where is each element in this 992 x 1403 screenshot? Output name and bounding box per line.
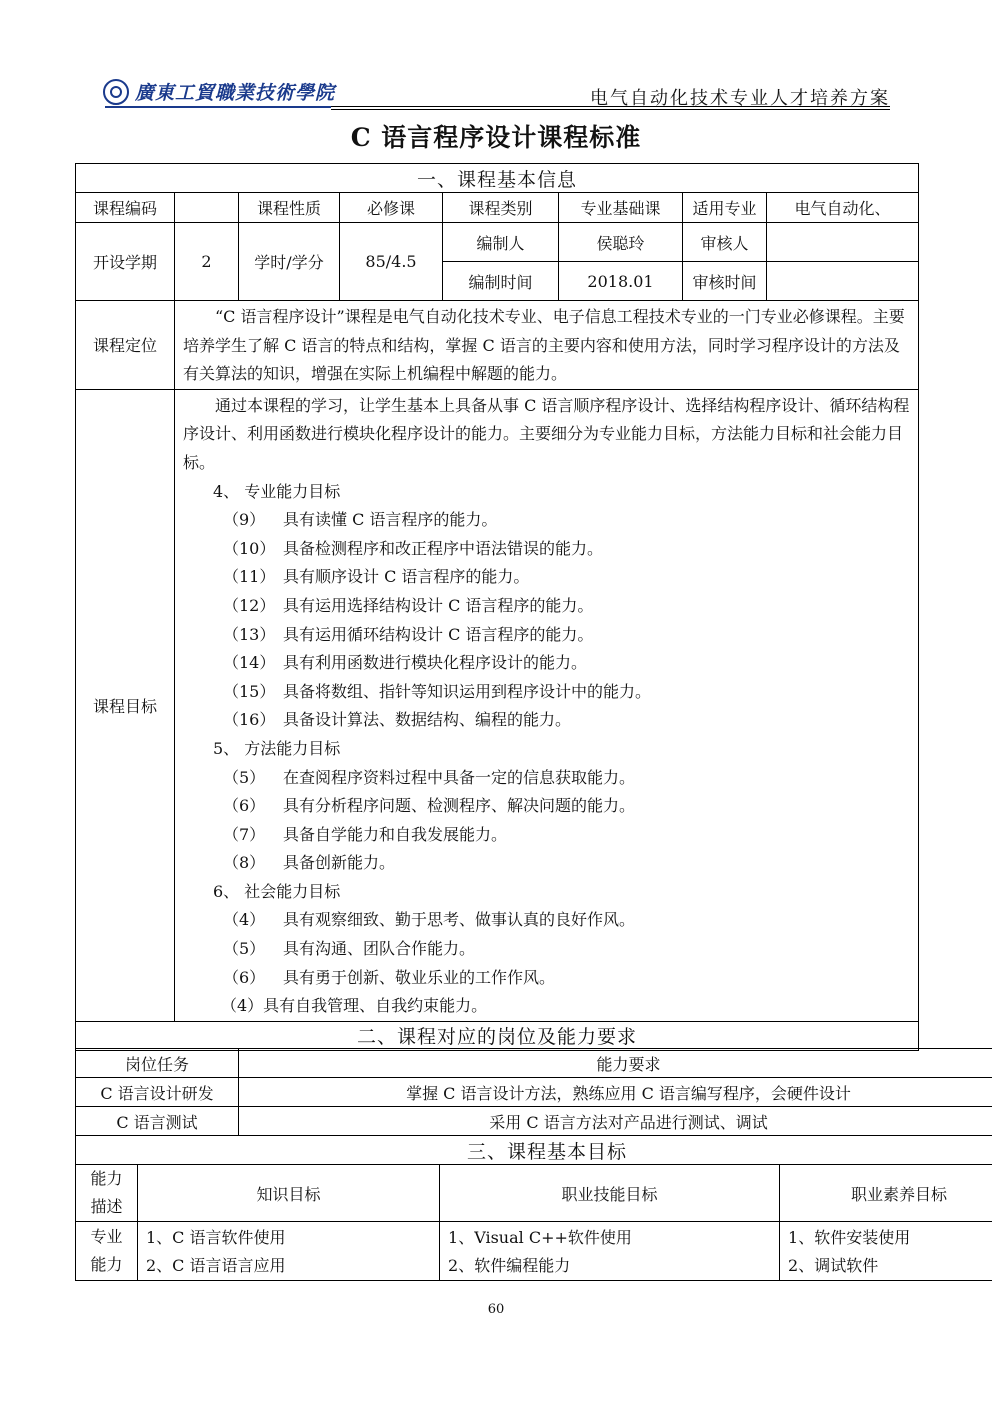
knowledge-item: 1、C 语言软件使用 [146,1228,286,1247]
goal-group-title: 4、 专业能力目标 [213,481,341,501]
school-name: 廣東工貿職業技術學院 [135,82,336,104]
course-code-label: 课程编码 [76,193,175,223]
goal-item [183,621,912,650]
goal-item-text: 具有勇于创新、敬业乐业的工作作风。 [283,967,556,987]
goal-label: 课程目标 [76,389,175,1021]
page-title: C 语言程序设计课程标准 [350,123,642,152]
hours-label: 学时/学分 [239,223,340,301]
goal-item [183,706,912,735]
goal-item [183,764,912,793]
goal-item-number: （6） [223,796,266,816]
review-time-label: 审核时间 [683,262,767,301]
skill-item: 2、软件编程能力 [448,1256,571,1275]
quality-item: 2、调试软件 [788,1256,879,1275]
goal-group-title: 5、 方法能力目标 [213,738,341,758]
goal-item-number: （12） [223,595,276,615]
goal-item [183,506,912,535]
course-info-table [75,163,919,1051]
editor-value: 侯聪玲 [559,223,683,262]
goal-item [183,649,912,678]
school-seal-icon [103,79,129,105]
goal-item [183,935,912,964]
section-title-basic-info: 一、课程基本信息 [76,164,919,193]
goal-item-text: 具有顺序设计 C 语言程序的能力。 [283,567,530,587]
reviewer-label: 审核人 [683,223,767,262]
position-row [76,1107,992,1136]
goal-item [183,592,912,621]
goal-item-text: 在查阅程序资料过程中具备一定的信息获取能力。 [283,767,636,787]
section-title-targets: 三、课程基本目标 [76,1136,992,1165]
goal-item-number: （15） [223,681,276,701]
goal-item-number: （14） [223,653,276,673]
edit-time-value: 2018.01 [559,262,683,301]
skill-item: 1、Visual C++软件使用 [448,1228,632,1247]
ability-header-line1: 能力 [90,1169,123,1188]
goal-list [183,478,912,993]
goal-item [183,792,912,821]
goal-intro: 通过本课程的学习，让学生基本上具备从事 C 语言顺序程序设计、选择结构程序设计、循环结构程序设计、利用函数进行模块化程序设计的能力。主要细分为专业能力目标，方法能力目标和社会能力目标。 [183,395,910,472]
goal-item-text: 具有分析程序问题、检测程序、解决问题的能力。 [283,796,636,816]
positions-targets-table [75,1048,992,1281]
position-task-header: 岗位任务 [76,1049,239,1078]
hours-value: 85/4.5 [340,223,443,301]
goal-item-text: 具有运用循环结构设计 C 语言程序的能力。 [283,624,594,644]
row-label-line2: 能力 [90,1255,123,1274]
positioning-label: 课程定位 [76,301,175,390]
course-category-label: 课程类别 [443,193,559,223]
goal-item-text: 具有读懂 C 语言程序的能力。 [283,510,498,530]
professional-ability-label [76,1222,138,1281]
knowledge-item: 2、C 语言语言应用 [146,1256,286,1275]
goal-item-text: 具备检测程序和改正程序中语法错误的能力。 [283,538,604,558]
page-header [75,70,890,110]
knowledge-targets [138,1222,440,1281]
doc-header-title: 电气自动化技术专业人才培养方案 [590,88,890,109]
major-value: 电气自动化、 [767,193,919,223]
school-logo [103,78,335,105]
goal-item [183,535,912,564]
quality-header: 职业素养目标 [780,1165,992,1222]
semester-label: 开设学期 [76,223,175,301]
goal-item [183,678,912,707]
goal-item-number: （16） [223,710,276,730]
logo-underline [105,106,331,108]
knowledge-header: 知识目标 [138,1165,440,1222]
goal-item-number: （8） [223,853,266,873]
semester-value: 2 [175,223,239,301]
goal-item-number: （9） [223,510,266,530]
goal-item-number: （5） [223,767,266,787]
course-code-value [175,193,239,223]
goal-item-text: 具备创新能力。 [283,853,396,873]
goal-item [183,964,912,993]
skill-targets [440,1222,780,1281]
goal-item-text: 具备设计算法、数据结构、编程的能力。 [283,710,572,730]
goal-item-number: （10） [223,538,276,558]
goal-item-text: 具有沟通、团队合作能力。 [283,939,476,959]
position-task: C 语言测试 [76,1107,239,1136]
goal-item-number: （11） [223,567,276,587]
review-time-value [767,262,919,301]
quality-item: 1、软件安装使用 [788,1228,911,1247]
course-category-value: 专业基础课 [559,193,683,223]
goal-item [183,849,912,878]
section-title-positions: 二、课程对应的岗位及能力要求 [76,1021,919,1050]
goal-item [183,821,912,850]
goal-last-item: （4）具有自我管理、自我约束能力。 [221,996,488,1016]
course-nature-value: 必修课 [340,193,443,223]
quality-targets [780,1222,992,1281]
goal-item-text: 具备将数组、指针等知识运用到程序设计中的能力。 [283,681,652,701]
row-label-line1: 专业 [90,1227,123,1246]
goal-item-text: 具有观察细致、勤于思考、做事认真的良好作风。 [283,910,636,930]
goal-item-text: 具有运用选择结构设计 C 语言程序的能力。 [283,595,594,615]
header-rule [331,106,890,110]
skill-header: 职业技能目标 [440,1165,780,1222]
position-task: C 语言设计研发 [76,1078,239,1107]
goal-item-text: 具备自学能力和自我发展能力。 [283,824,508,844]
goal-item-number: （5） [223,939,266,959]
goal-item-number: （6） [223,967,266,987]
goal-item-text: 具有利用函数进行模块化程序设计的能力。 [283,653,588,673]
position-req: 采用 C 语言方法对产品进行测试、调试 [239,1107,992,1136]
goal-item-number: （13） [223,624,276,644]
ability-description-header [76,1165,138,1222]
goal-item [183,563,912,592]
reviewer-value [767,223,919,262]
position-req: 掌握 C 语言设计方法，熟练应用 C 语言编写程序，会硬件设计 [239,1078,992,1107]
positioning-text: “C 语言程序设计”课程是电气自动化技术专业、电子信息工程技术专业的一门专业必修课程。主要培养学生了解 C 语言的特点和结构，掌握 C 语言的主要内容和使用方法，同时学习程序设计的方法及有关算法的知识，增强在实际上机编程中解题的能力。 [175,301,919,390]
goal-item [183,906,912,935]
course-nature-label: 课程性质 [239,193,340,223]
goal-content [175,389,919,1021]
edit-time-label: 编制时间 [443,262,559,301]
goal-item-number: （7） [223,824,266,844]
editor-label: 编制人 [443,223,559,262]
position-row [76,1078,992,1107]
major-label: 适用专业 [683,193,767,223]
ability-header-line2: 描述 [90,1197,123,1216]
info-row-1 [76,193,919,223]
position-req-header: 能力要求 [239,1049,992,1078]
page-number: 60 [487,1302,505,1317]
goal-item-number: （4） [223,910,266,930]
goal-group-title: 6、 社会能力目标 [213,881,341,901]
